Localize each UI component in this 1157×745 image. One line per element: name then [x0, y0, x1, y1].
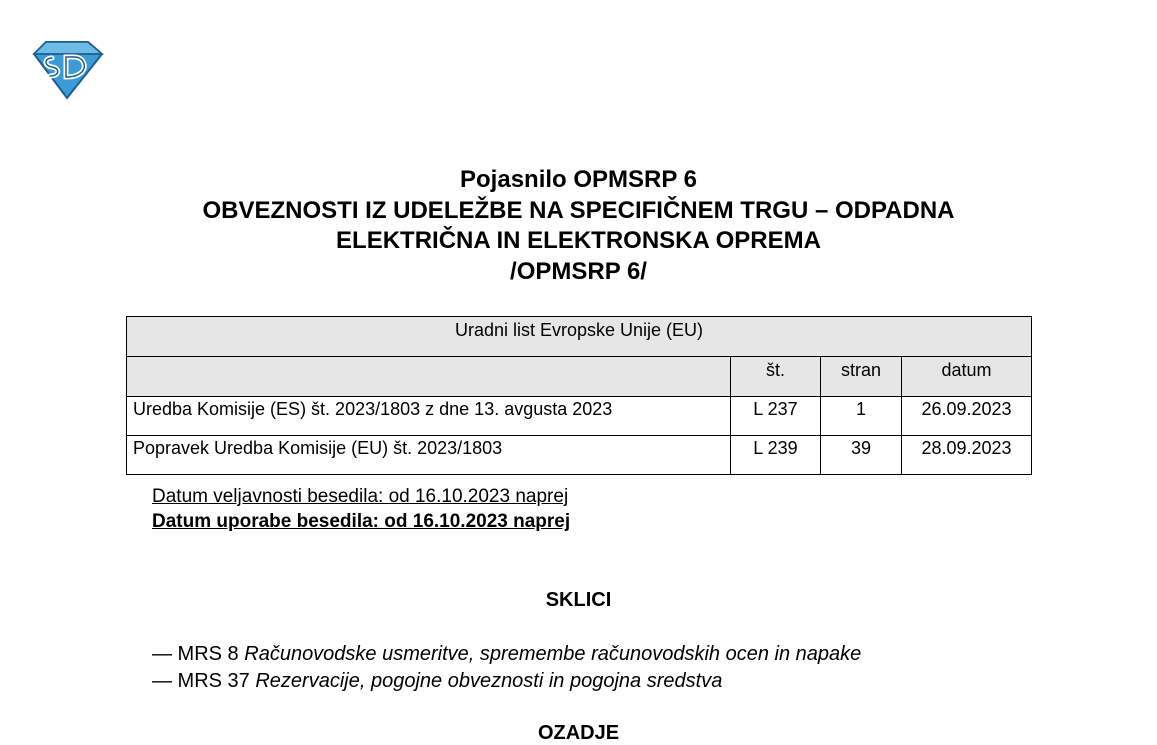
reference-title: Rezervacije, pogojne obveznosti in pogojna sredstva [255, 670, 723, 692]
validity-dates [152, 484, 570, 534]
table-caption-row [127, 317, 1032, 357]
sd-diamond-logo-icon [30, 40, 104, 100]
list-item [152, 641, 861, 668]
row-page: 39 [821, 436, 902, 475]
reference-title: Računovodske usmeritve, spremembe računovodskih ocen in napake [244, 643, 862, 665]
title-line-1: Pojasnilo OPMSRP 6 [460, 166, 697, 193]
reference-prefix: — MRS 8 [152, 643, 245, 665]
column-header-number: št. [731, 357, 821, 397]
table-header-blank [127, 357, 731, 397]
table-header-row [127, 357, 1032, 397]
use-date: Datum uporabe besedila: od 16.10.2023 naprej [152, 511, 571, 532]
title-line-2: OBVEZNOSTI IZ UDELEŽBE NA SPECIFIČNEM TRGU – ODPADNA [202, 196, 955, 224]
row-date: 26.09.2023 [902, 397, 1032, 436]
document-title [0, 165, 1157, 287]
reference-prefix: — MRS 37 [152, 670, 256, 692]
table-row [127, 436, 1032, 475]
list-item [152, 668, 861, 695]
row-number: L 237 [731, 397, 821, 436]
references-list [152, 641, 861, 695]
column-header-page: stran [821, 357, 902, 397]
row-description: Uredba Komisije (ES) št. 2023/1803 z dne 13. avgusta 2023 [127, 397, 731, 436]
background-heading: OZADJE [537, 722, 620, 744]
validity-date: Datum veljavnosti besedila: od 16.10.2023 naprej [152, 486, 569, 507]
column-header-date: datum [902, 357, 1032, 397]
reference-table [126, 316, 1032, 475]
references-heading: SKLICI [545, 589, 612, 611]
row-page: 1 [821, 397, 902, 436]
title-line-4: /OPMSRP 6/ [510, 257, 647, 285]
table-caption: Uradni list Evropske Unije (EU) [127, 317, 1032, 357]
title-line-3: ELEKTRIČNA IN ELEKTRONSKA OPREMA [336, 227, 821, 254]
row-number: L 239 [731, 436, 821, 475]
row-description: Popravek Uredba Komisije (EU) št. 2023/1803 [127, 436, 731, 475]
row-date: 28.09.2023 [902, 436, 1032, 475]
table-row [127, 397, 1032, 436]
